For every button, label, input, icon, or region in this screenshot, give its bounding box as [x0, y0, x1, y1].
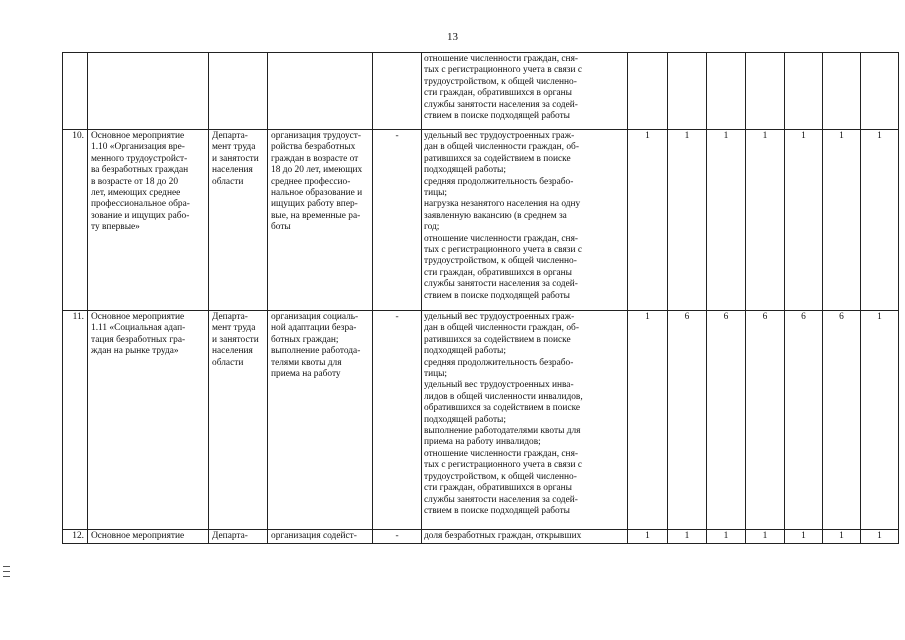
indicator-line: удельный вес трудоустроенных инва-: [424, 380, 574, 391]
indicator-line: лидов в общей численности инвалидов,: [424, 391, 583, 402]
executor-line: Департа-: [212, 531, 248, 541]
value-cell: 6: [668, 311, 707, 530]
content-cell: [268, 311, 373, 530]
indicator-cell: [422, 311, 628, 530]
value-cell: 1: [785, 130, 823, 311]
indicator-line: обратившихся за содействием в поиске: [424, 403, 581, 414]
measure-cell: [88, 530, 209, 544]
value-cell: 6: [823, 311, 861, 530]
indicator-line: отношение численности граждан, сня-: [424, 233, 579, 244]
indicator-line: доля безработных граждан, открывших: [424, 531, 582, 541]
value-cell: [746, 53, 785, 130]
indicator-line: ствием в поиске подходящей работы: [424, 290, 570, 301]
content-line: ботных граждан;: [271, 334, 339, 345]
content-line: граждан в возрасте от: [271, 153, 359, 164]
executor-cell: [209, 53, 268, 130]
value-cell: 1: [823, 530, 861, 544]
measure-line: в возрасте от 18 до 20: [91, 176, 179, 187]
indicator-line: год;: [424, 222, 440, 233]
margin-mark: [3, 571, 10, 572]
measure-cell: [88, 311, 209, 530]
indicator-line: дан в общей численности граждан, об-: [424, 142, 579, 153]
value-cell: [823, 53, 861, 130]
content-line: среднее профессио-: [271, 176, 351, 187]
indicator-line: приема на работу инвалидов;: [424, 437, 541, 448]
indicator-cell: [422, 130, 628, 311]
number-cell: [63, 53, 88, 130]
dash-cell: [373, 53, 422, 130]
indicator-line: трудоустройством, к общей численно-: [424, 256, 577, 267]
table-row: [63, 130, 899, 311]
value-cell: 1: [668, 130, 707, 311]
indicator-line: средняя продолжительность безрабо-: [424, 357, 574, 368]
measure-line: лет, имеющих среднее: [91, 188, 181, 199]
measure-cell: [88, 130, 209, 311]
indicator-line: службы занятости населения за содей-: [424, 494, 578, 505]
measure-line: 1.10 «Организация вре-: [91, 142, 185, 153]
value-cell: 1: [707, 130, 746, 311]
executor-line: населения: [212, 165, 253, 176]
executor-line: мент труда: [212, 142, 256, 153]
indicator-line: сти граждан, обратившихся в органы: [424, 88, 572, 99]
content-line: приема на работу: [271, 369, 341, 380]
indicator-line: сти граждан, обратившихся в органы: [424, 267, 572, 278]
measure-line: Основное мероприятие: [91, 312, 185, 322]
content-line: 18 до 20 лет, имеющих: [271, 165, 363, 176]
executor-cell: [209, 530, 268, 544]
measure-cell: [88, 53, 209, 130]
table-row-continuation: [63, 53, 899, 130]
value-cell: 1: [628, 311, 668, 530]
indicator-line: подходящей работы;: [424, 414, 506, 425]
indicator-line: подходящей работы;: [424, 165, 506, 176]
indicator-line: удельный вес трудоустроенных граж-: [424, 312, 575, 322]
value-cell: 1: [861, 130, 899, 311]
indicator-line: средняя продолжительность безрабо-: [424, 176, 574, 187]
content-line: организация содейст-: [271, 531, 357, 541]
indicator-line: трудоустройством, к общей численно-: [424, 471, 577, 482]
measure-line: ту впервые»: [91, 222, 140, 233]
value-cell: 1: [823, 130, 861, 311]
indicator-line: трудоустройством, к общей численно-: [424, 76, 577, 87]
content-line: вые, на временные ра-: [271, 210, 361, 221]
measures-table: [62, 52, 899, 544]
indicator-line: службы занятости населения за содей-: [424, 99, 578, 110]
measure-line: менного трудоустройст-: [91, 153, 188, 164]
indicator-line: тицы;: [424, 369, 448, 380]
indicator-line: тых с регистрационного учета в связи с: [424, 245, 583, 256]
value-cell: 1: [628, 530, 668, 544]
content-cell: [268, 53, 373, 130]
executor-line: населения: [212, 346, 253, 357]
executor-line: мент труда: [212, 323, 256, 334]
row-number: 11.: [63, 311, 88, 530]
measure-line: тация безработных гра-: [91, 334, 186, 345]
executor-line: области: [212, 176, 244, 187]
indicator-line: службы занятости населения за содей-: [424, 279, 578, 290]
content-line: ройства безработных: [271, 142, 356, 153]
value-cell: [668, 53, 707, 130]
value-cell: [861, 53, 899, 130]
dash-cell: -: [373, 530, 422, 544]
measure-line: ва безработных граждан: [91, 165, 189, 176]
value-cell: 6: [785, 311, 823, 530]
measure-line: 1.11 «Социальная адап-: [91, 323, 186, 334]
indicator-line: тых с регистрационного учета в связи с: [424, 460, 583, 471]
indicator-line: подходящей работы;: [424, 346, 506, 357]
indicator-line: тицы;: [424, 188, 448, 199]
dash-cell: -: [373, 130, 422, 311]
executor-cell: [209, 311, 268, 530]
indicator-line: ратившихся за содействием в поиске: [424, 153, 571, 164]
executor-line: и занятости: [212, 153, 259, 164]
value-cell: 1: [861, 311, 899, 530]
value-cell: 6: [746, 311, 785, 530]
indicator-line: нагрузка незанятого населения на одну: [424, 199, 581, 210]
measure-line: зование и ищущих рабо-: [91, 210, 190, 221]
margin-mark: [3, 576, 10, 577]
row-number: 12.: [63, 530, 88, 544]
indicator-line: удельный вес трудоустроенных граж-: [424, 131, 575, 141]
executor-line: Департа-: [212, 312, 248, 322]
executor-line: и занятости: [212, 334, 259, 345]
value-cell: [785, 53, 823, 130]
content-line: ной адаптации безра-: [271, 323, 357, 334]
measure-line: Основное мероприятие: [91, 531, 185, 541]
indicator-line: сти граждан, обратившихся в органы: [424, 483, 572, 494]
value-cell: 1: [668, 530, 707, 544]
measure-line: профессиональное обра-: [91, 199, 190, 210]
value-cell: 1: [861, 530, 899, 544]
content-line: организация трудоуст-: [271, 131, 362, 141]
indicator-line: заявленную вакансию (в среднем за: [424, 210, 567, 221]
executor-line: области: [212, 357, 244, 368]
content-line: организация социаль-: [271, 312, 359, 322]
indicator-line: выполнение работодателями квоты для: [424, 426, 581, 437]
indicator-line: ратившихся за содействием в поиске: [424, 334, 571, 345]
content-line: выполнение работода-: [271, 346, 361, 357]
measure-line: Основное мероприятие: [91, 131, 185, 141]
content-cell: [268, 130, 373, 311]
indicator-line: отношение численности граждан, сня-: [424, 54, 579, 64]
value-cell: 1: [746, 530, 785, 544]
indicator-cell: [422, 53, 628, 130]
indicator-line: ствием в поиске подходящей работы: [424, 111, 570, 122]
content-line: телями квоты для: [271, 357, 342, 368]
value-cell: 1: [746, 130, 785, 311]
row-number: 10.: [63, 130, 88, 311]
value-cell: 6: [707, 311, 746, 530]
table-row: [63, 311, 899, 530]
dash-cell: -: [373, 311, 422, 530]
content-cell: [268, 530, 373, 544]
content-line: нальное образование и: [271, 188, 363, 199]
measure-line: ждан на рынке труда»: [91, 346, 179, 357]
executor-line: Департа-: [212, 131, 248, 141]
value-cell: 1: [628, 130, 668, 311]
indicator-cell: [422, 530, 628, 544]
content-line: боты: [271, 222, 291, 233]
page-number: 13: [447, 31, 458, 43]
value-cell: [707, 53, 746, 130]
indicator-line: отношение численности граждан, сня-: [424, 448, 579, 459]
margin-mark: [3, 566, 10, 567]
table-row: [63, 530, 899, 544]
value-cell: 1: [707, 530, 746, 544]
value-cell: [628, 53, 668, 130]
indicator-line: тых с регистрационного учета в связи с: [424, 65, 583, 76]
indicator-line: ствием в поиске подходящей работы: [424, 505, 570, 516]
executor-cell: [209, 130, 268, 311]
content-line: ищущих работу впер-: [271, 199, 358, 210]
value-cell: 1: [785, 530, 823, 544]
indicator-line: дан в общей численности граждан, об-: [424, 323, 579, 334]
